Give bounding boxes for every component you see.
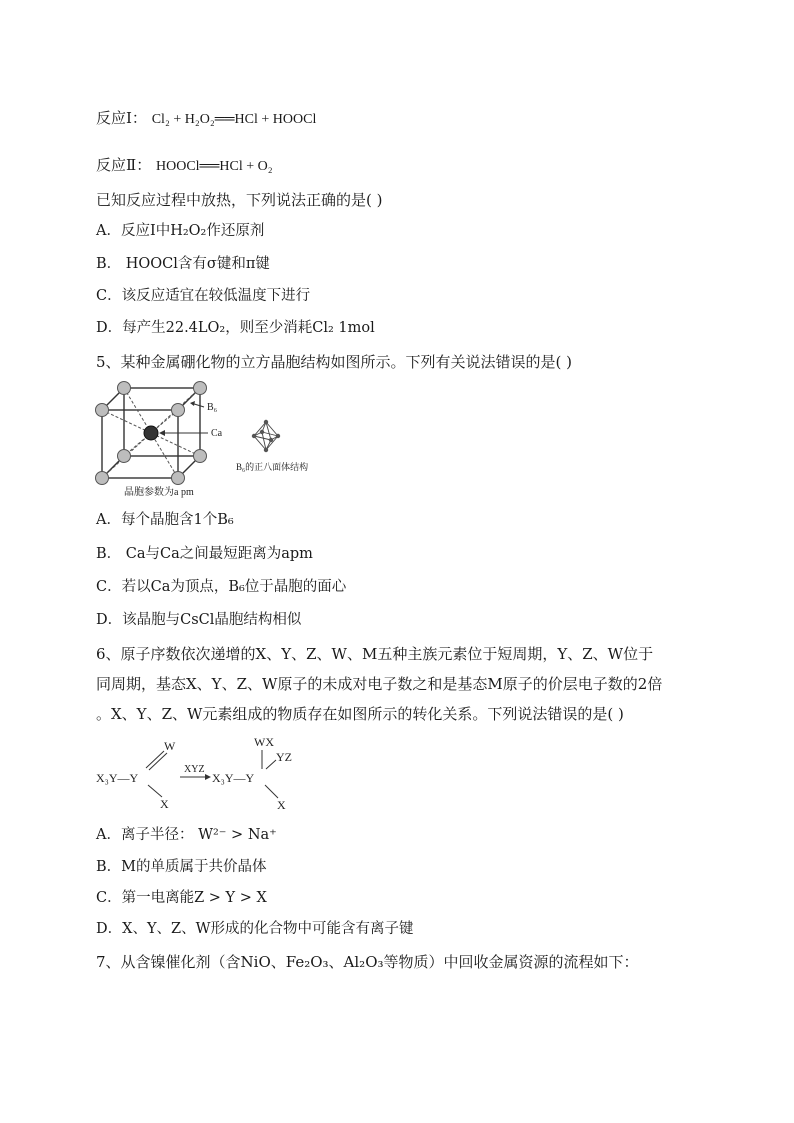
- q6-option-a: A．离子半径： W²⁻ > Na⁺: [96, 827, 277, 843]
- q6-option-b: B．M的单质属于共价晶体: [96, 859, 267, 875]
- q5-option-a: A．每个晶胞含1个B₆: [96, 512, 234, 528]
- q6-option-c: C．第一电离能Z > Y > X: [96, 890, 267, 906]
- left-x: X: [160, 797, 169, 811]
- right-wx: WX: [254, 735, 274, 749]
- left-x3y-y: X₃Y—Y: [96, 771, 139, 785]
- crystal-cell-figure: [94, 378, 334, 500]
- q5-stem: 5、某种金属硼化物的立方晶胞结构如图所示。下列有关说法错误的是( ): [96, 353, 573, 371]
- reaction-1-equation: Cl₂ + H₂O₂══HCl + HOOCl: [151, 112, 317, 127]
- q6-stem-line-2: 同周期，基态X、Y、Z、W原子的未成对电子数之和是基态M原子的价层电子数的2倍: [96, 675, 663, 693]
- q6-option-d: D．X、Y、Z、W形成的化合物中可能含有离子键: [96, 921, 414, 937]
- b6-label: B₆: [207, 402, 218, 413]
- q4-option-a: A．反应Ⅰ中H₂O₂作还原剂: [96, 223, 265, 239]
- q7-stem: 7、从含镍催化剂（含NiO、Fe₂O₃、Al₂O₃等物质）中回收金属资源的流程如下：: [96, 953, 639, 971]
- arrow-label: XYZ: [184, 764, 205, 775]
- octahedron-caption: B₆的正八面体结构: [236, 462, 309, 472]
- right-yz: YZ: [276, 750, 292, 764]
- reaction-2: [96, 155, 273, 177]
- reaction-2-label: 反应Ⅱ：: [96, 156, 152, 174]
- q5-option-c: C．若以Ca为顶点，B₆位于晶胞的面心: [96, 579, 347, 595]
- reaction-1-label: 反应Ⅰ：: [96, 109, 147, 127]
- right-x: X: [277, 798, 286, 812]
- reaction-2-equation: HOOCl══HCl + O₂: [155, 159, 273, 174]
- q6-stem-line-1: 6、原子序数依次递增的X、Y、Z、W、M五种主族元素位于短周期，Y、Z、W位于: [96, 645, 654, 663]
- reaction-1: [96, 108, 316, 130]
- q4-stem: 已知反应过程中放热，下列说法正确的是( ): [96, 191, 383, 209]
- q6-stem-line-3: 。X、Y、Z、W元素组成的物质存在如图所示的转化关系。下列说法错误的是( ): [96, 705, 624, 723]
- q5-option-d: D．该晶胞与CsCl晶胞结构相似: [96, 612, 302, 628]
- q4-option-c: C．该反应适宜在较低温度下进行: [96, 288, 311, 304]
- q5-option-b: B． Ca与Ca之间最短距离为apm: [96, 546, 313, 562]
- transformation-figure: [94, 733, 314, 815]
- q4-option-b: B． HOOCl含有σ键和π键: [96, 256, 270, 272]
- ca-label: Ca: [211, 428, 223, 439]
- right-x3y-y: X₃Y—Y: [212, 771, 255, 785]
- ca-atom: [144, 426, 158, 440]
- left-w: W: [164, 739, 176, 753]
- q4-option-d: D．每产生22.4LO₂，则至少消耗Cl₂ 1mol: [96, 320, 375, 336]
- cell-parameter-caption: 晶胞参数为a pm: [124, 487, 194, 498]
